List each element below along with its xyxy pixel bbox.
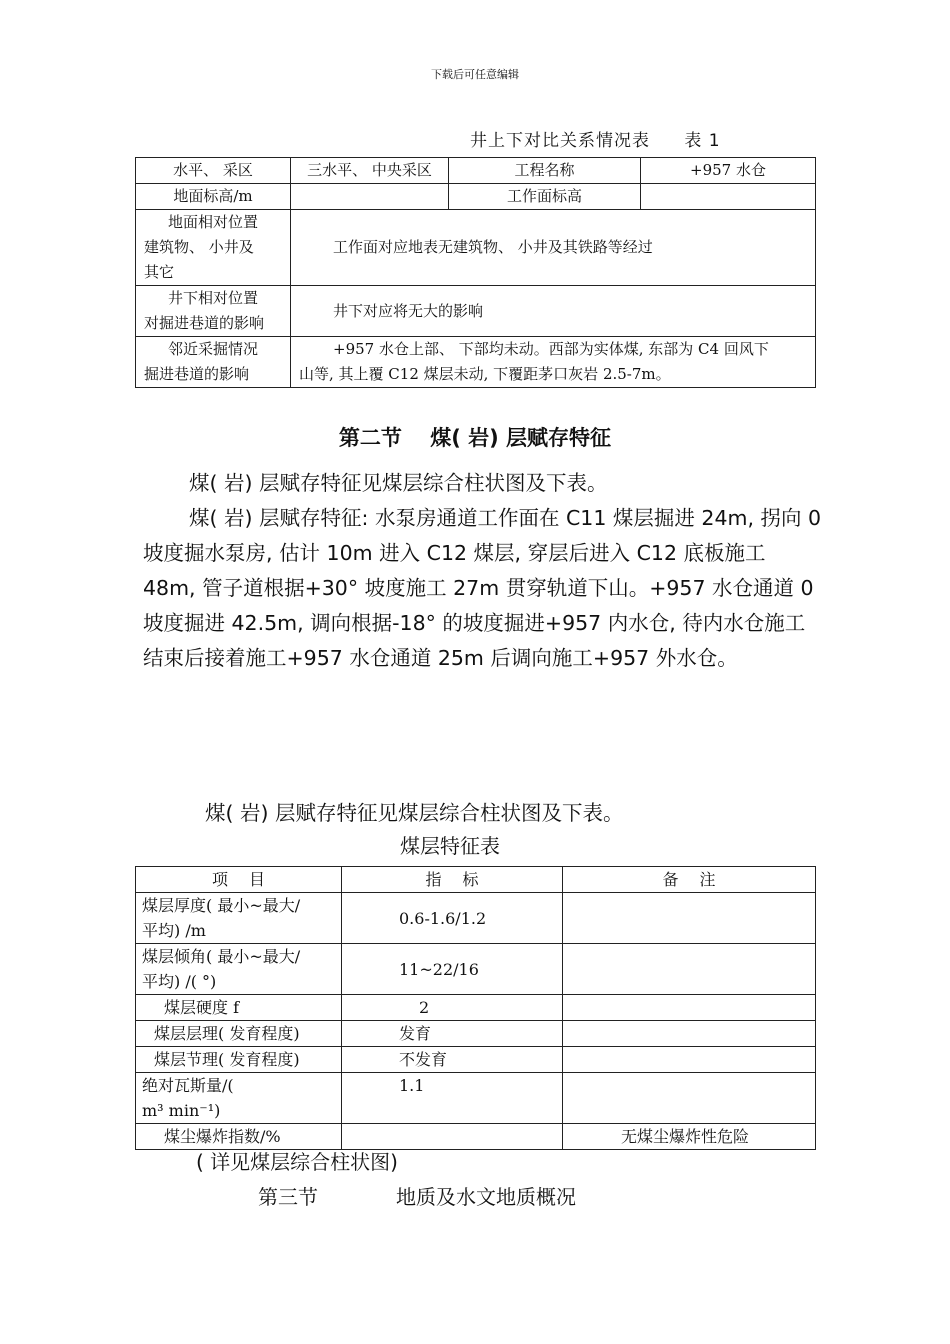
table-cell: 0.6-1.6/1.2 bbox=[342, 893, 563, 944]
table-cell: 11~22/16 bbox=[342, 944, 563, 995]
table-row bbox=[136, 286, 816, 337]
table1-number: 表 1 bbox=[684, 131, 721, 151]
table-cell bbox=[136, 893, 342, 944]
table2-title: 煤层特征表 bbox=[400, 834, 500, 858]
cell-line: 其它 bbox=[144, 263, 175, 281]
cell-line: 平均) /( °) bbox=[142, 972, 217, 991]
table-cell: 煤层层理( 发育程度) bbox=[136, 1021, 342, 1047]
paragraph: 煤( 岩) 层赋存特征见煤层综合柱状图及下表。 bbox=[189, 471, 608, 495]
table1-title-text: 井上下对比关系情况表 bbox=[470, 131, 650, 151]
table-cell bbox=[136, 286, 291, 337]
cell-line: 平均) /m bbox=[142, 921, 206, 940]
table-row bbox=[136, 158, 816, 184]
cell-line: 绝对瓦斯量/( bbox=[142, 1076, 234, 1095]
table-cell: 水平、 采区 bbox=[136, 158, 291, 184]
table-cell: 三水平、 中央采区 bbox=[291, 158, 449, 184]
section2-body bbox=[143, 466, 823, 676]
table-cell: 煤层节理( 发育程度) bbox=[136, 1047, 342, 1073]
table-cell: 地面标高/m bbox=[136, 184, 291, 210]
table-row bbox=[136, 1073, 816, 1124]
table-header: 备 注 bbox=[563, 867, 816, 893]
table-cell: 1.1 bbox=[342, 1073, 563, 1124]
paragraph: 煤( 岩) 层赋存特征: 水泵房通道工作面在 C11 煤层掘进 24m, 拐向 0 坡度掘水泵房, 估计 10m 进入 C12 煤层, 穿层后进入 C12 底板施工 48m, 管子道根据+30° 坡度施工 27m 贯穿轨道下山。+957 水仓通道 0 坡度掘进 42.5m, 调向根据-18° 的坡度掘进+957 内水仓, 待内水仓施工结束后接着施工+957 水仓通道 25m 后调向施工+957 外水仓。 bbox=[143, 506, 822, 670]
table-row bbox=[136, 1047, 816, 1073]
cell-line: 掘进巷道的影响 bbox=[144, 365, 250, 383]
table-row bbox=[136, 995, 816, 1021]
cell-line: 煤层倾角( 最小~最大/ bbox=[142, 947, 301, 966]
surface-underground-table bbox=[135, 157, 816, 388]
table-header: 项 目 bbox=[136, 867, 342, 893]
cell-line: 煤层厚度( 最小~最大/ bbox=[142, 896, 301, 915]
table-cell bbox=[136, 944, 342, 995]
cell-line: +957 水仓上部、 下部均未动。西部为实体煤, 东部为 C4 回风下 bbox=[333, 340, 769, 358]
cell-line: 地面相对位置 bbox=[167, 213, 258, 231]
table-cell: 煤层硬度 f bbox=[136, 995, 342, 1021]
table-cell bbox=[563, 1047, 816, 1073]
table-cell: 2 bbox=[342, 995, 563, 1021]
cell-line: m³ min⁻¹) bbox=[142, 1101, 221, 1120]
cell-line: 山等, 其上覆 C12 煤层未动, 下覆距茅口灰岩 2.5-7m。 bbox=[299, 365, 671, 383]
table-cell: 工作面标高 bbox=[449, 184, 641, 210]
table-cell bbox=[563, 995, 816, 1021]
coal-seam-table bbox=[135, 866, 816, 1150]
cell-line: 邻近采掘情况 bbox=[167, 340, 258, 358]
table-cell bbox=[563, 893, 816, 944]
table-cell: 井下对应将无大的影响 bbox=[291, 286, 816, 337]
table-cell: 煤尘爆炸指数/% bbox=[136, 1124, 342, 1150]
table-header: 指 标 bbox=[342, 867, 563, 893]
table-cell bbox=[136, 337, 291, 388]
table-cell bbox=[563, 1021, 816, 1047]
table-cell: 无煤尘爆炸性危险 bbox=[563, 1124, 816, 1150]
table-cell: 工程名称 bbox=[449, 158, 641, 184]
table-cell bbox=[291, 337, 816, 388]
table-cell: 工作面对应地表无建筑物、 小井及其铁路等经过 bbox=[291, 210, 816, 286]
paragraph: 煤( 岩) 层赋存特征见煤层综合柱状图及下表。 bbox=[205, 801, 624, 825]
section3-heading bbox=[258, 1181, 576, 1210]
table-cell bbox=[641, 184, 816, 210]
table-cell: +957 水仓 bbox=[641, 158, 816, 184]
table-row bbox=[136, 210, 816, 286]
table-cell: 发育 bbox=[342, 1021, 563, 1047]
table1-title bbox=[470, 126, 721, 151]
table-header-row bbox=[136, 867, 816, 893]
table2-note: ( 详见煤层综合柱状图) bbox=[196, 1150, 398, 1174]
table-cell: 不发育 bbox=[342, 1047, 563, 1073]
table-row bbox=[136, 184, 816, 210]
table-cell bbox=[136, 1073, 342, 1124]
table-row bbox=[136, 337, 816, 388]
section3-title: 地质及水文地质概况 bbox=[396, 1185, 576, 1209]
table-cell bbox=[563, 944, 816, 995]
table-row bbox=[136, 893, 816, 944]
cell-line: 井下相对位置 bbox=[167, 289, 258, 307]
table-row bbox=[136, 944, 816, 995]
page-header: 下载后可任意编辑 bbox=[431, 68, 519, 81]
cell-line: 对掘进巷道的影响 bbox=[144, 314, 265, 332]
table-cell bbox=[136, 210, 291, 286]
table-cell bbox=[563, 1073, 816, 1124]
section2-heading: 第二节 煤( 岩) 层赋存特征 bbox=[338, 426, 612, 450]
section3-label: 第三节 bbox=[258, 1185, 318, 1209]
table-row bbox=[136, 1021, 816, 1047]
table-cell bbox=[291, 184, 449, 210]
cell-line: 建筑物、 小井及 bbox=[144, 238, 254, 256]
